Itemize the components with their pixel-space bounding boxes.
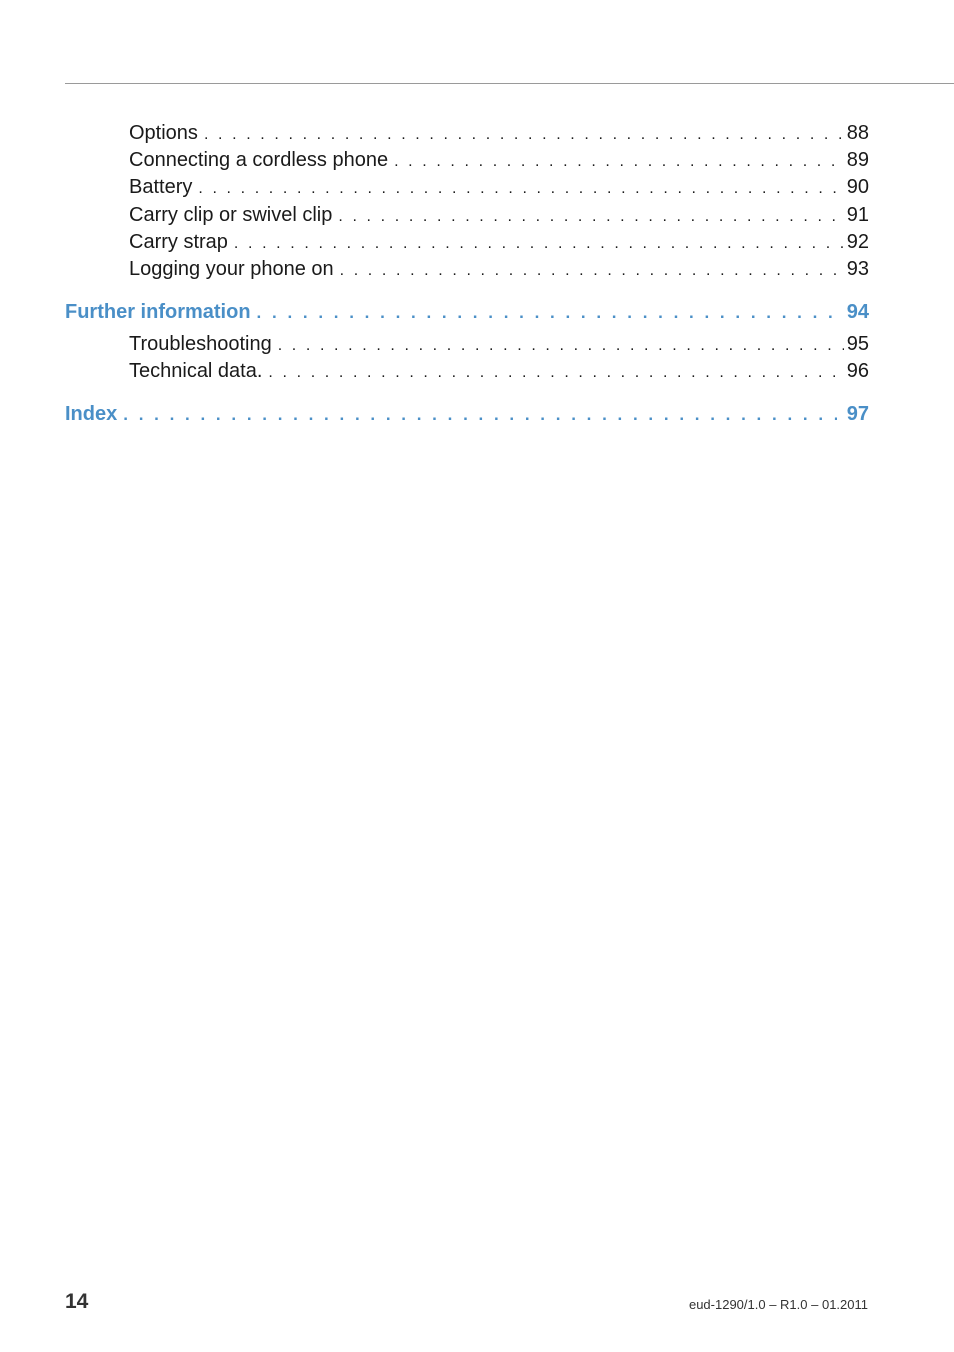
toc-entry-page: 93 [846,258,869,280]
dot-leader [234,235,844,253]
dot-leader [338,208,843,226]
footer-page-number: 14 [65,1290,89,1313]
toc-entry-options[interactable] [129,122,869,145]
toc-entry-page: 89 [846,149,869,171]
toc-entry-label: Carry clip or swivel clip [129,204,333,226]
dot-leader [123,405,837,425]
toc-chapter-further-information[interactable] [65,301,869,324]
dot-leader [394,153,844,171]
toc-entry-label: Logging your phone on [129,258,334,280]
toc-entry-page: 95 [846,333,869,355]
toc-entry-label: Battery [129,176,193,198]
toc-entry-technical-data[interactable] [129,360,869,383]
toc-chapter-page: 94 [846,301,869,323]
toc-chapter-label: Further information [65,301,251,323]
toc-entry-label: Connecting a cordless phone [129,149,389,171]
toc-entry-battery[interactable] [129,176,869,199]
dot-leader [340,262,844,280]
toc-chapter-label: Index [65,403,118,425]
toc-entry-connecting-cordless-phone[interactable] [129,149,869,172]
toc-entry-carry-clip[interactable] [129,204,869,227]
toc-entry-logging-phone-on[interactable] [129,258,869,281]
toc-chapter-index[interactable] [65,403,869,426]
toc-entry-page: 90 [846,176,869,198]
toc-entry-troubleshooting[interactable] [129,333,869,356]
toc-entry-label: Options [129,122,198,144]
dot-leader [257,303,837,323]
toc-entry-page: 88 [846,122,869,144]
toc-entry-page: 92 [846,231,869,253]
dot-leader [278,337,844,355]
toc-chapter-page: 97 [846,403,869,425]
toc-entry-label: Technical data. [129,360,263,382]
footer-document-id: eud-1290/1.0 – R1.0 – 01.2011 [688,1297,868,1312]
toc-entry-page: 91 [846,204,869,226]
toc-entry-page: 96 [846,360,869,382]
dot-leader [198,180,843,198]
dot-leader [204,126,844,144]
toc-entry-carry-strap[interactable] [129,231,869,254]
toc-entry-label: Carry strap [129,231,228,253]
toc-entry-label: Troubleshooting [129,333,272,355]
dot-leader [268,364,843,382]
